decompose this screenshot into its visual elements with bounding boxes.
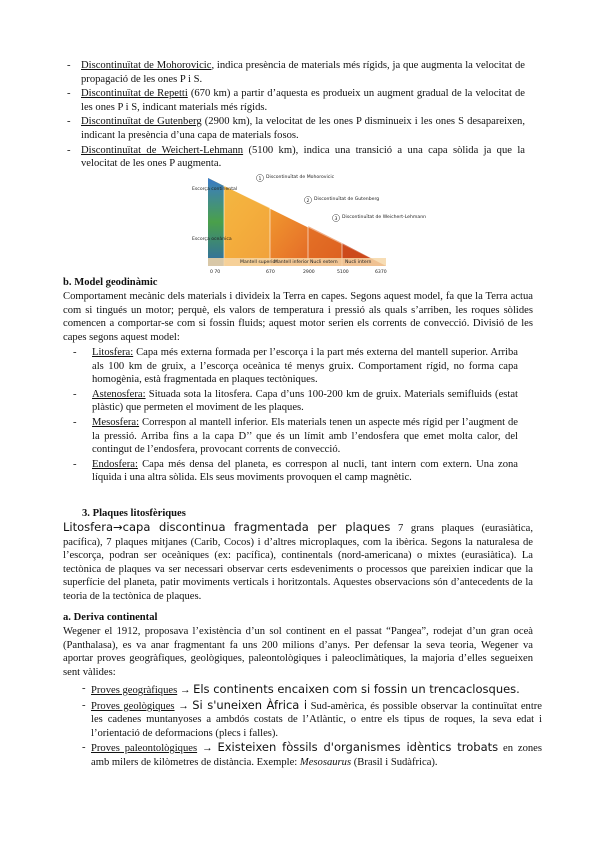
callout-1-label: Discontinuïtat de Mohorovicic <box>266 175 335 180</box>
label-continental-crust: Escorça continental <box>192 187 238 192</box>
depth-5100: 5100 <box>337 270 349 275</box>
list-item: - Mesosfera: Correspon al mantell inferior. Els materials tenen un aspecte més rígid per l’augment de la pressió. Arriba fins a la capa D’’ que és un límit amb l’endosfera que emet molta calor, del contingut de l’endosfera, provocant corrents de convecció. <box>73 416 518 456</box>
term-weichert-lehmann: Discontinuïtat de Weichert-Lehmann <box>81 144 244 156</box>
term-proves-paleontologiques: Proves paleontològiques <box>91 743 198 755</box>
term-endosfera: Endosfera: <box>92 458 138 470</box>
earth-layers-figure <box>190 172 427 276</box>
section-3-heading: 3. Plaques litosfèriques <box>82 508 186 519</box>
term-proves-geografiques: Proves geogràfiques <box>91 685 178 696</box>
label-upper-mantle: Mantell superior <box>240 260 278 265</box>
callout-2-label: Discontinuïtat de Gutenberg <box>314 197 380 202</box>
term-astenosfera: Astenosfera: <box>92 388 146 400</box>
section-b-heading: b. Model geodinàmic <box>63 277 158 288</box>
callout-3-label: Discontinuïtat de Weichert-Lehmann <box>342 215 427 220</box>
label-inner-core: Nucli intern <box>345 260 372 265</box>
svg-text:3: 3 <box>334 216 338 222</box>
term-mesosfera: Mesosfera: <box>92 416 140 428</box>
list-item: - Discontinuïtat de Repetti (670 km) a partir d’aquesta es produeix un augment gradual de la velocitat de les ones P i S, indicant materials més rígids. <box>67 88 526 113</box>
section-a-heading: a. Deriva continental <box>63 612 158 623</box>
section-a-intro: Wegener el 1912, proposava l’existència d’un sol continent en el passat “Pangea”, rodejat d’un gran oceà (Panthalasa), es va anar fragmentant fa uns 200 milions d’anys. Per defensar la seva teoria, Wegener va aportar proves geogràfiques, geològiques, paleontològiques i paleoclimàtiques, la majoria d’elles segueixen sent vàlides: <box>63 626 533 678</box>
term-litosfera: Litosfera: <box>92 347 134 358</box>
list-item: - Proves paleontològiques → Existeixen fòssils d'organismes idèntics trobats en zones amb milers de kilòmetres de distància. Exemple: Mesosaurus (Brasil i Sudàfrica). <box>82 740 542 768</box>
list-item: - Proves geogràfiques → Els continents encaixen com si fossin un trencaclosques. <box>82 682 520 696</box>
list-item: - Discontinuïtat de Gutenberg (2900 km), la velocitat de les ones P disminueix i les ones S desapareixen, indicant la presència d’una capa de materials fosos. <box>67 116 526 141</box>
layer-list <box>73 346 518 485</box>
depth-2900: 2900 <box>303 270 315 275</box>
label-oceanic-crust: Escorça oceànica <box>192 237 232 242</box>
list-item: - Proves geològiques → Si s'uneixen Àfrica i Sud-amèrica, és possible observar la continuïtat entre les cadenes muntanyoses a ambdós costats de l’Atlàntic, o entre els tipus de roques, la seva edat i l’orientació de deformacions (plecs i falles). <box>82 697 542 739</box>
svg-text:1: 1 <box>258 176 262 182</box>
mesosaurus-term: Mesosaurus <box>299 756 352 768</box>
list-item: - Astenosfera: Situada sota la litosfera. Capa d’uns 100-200 km de gruix. Materials semifluids (estat plàstic) que permeten el moviment de les plaques. <box>73 388 518 414</box>
depth-6370: 6370 <box>375 270 387 275</box>
section-b-intro: Comportament mecànic dels materials i divideix la Terra en capes. Segons aquest model, fa que la Terra actua com si tingués un motor; perquè, els valors de temperatura i pressió als quals s’arriben, les roques sòlides comencen a comportar-se com si fossin fluids; aquest motor serien els corrents de convecció. Divisió de les capes segons aquest model: <box>63 291 533 343</box>
depth-0-70: 0 70 <box>210 270 221 275</box>
term-repetti: Discontinuïtat de Repetti <box>81 88 188 100</box>
proofs-list <box>82 682 542 770</box>
list-item: - Endosfera: Capa més densa del planeta, es correspon al nucli, tant intern com extern. Una zona líquida i una altra sòlida. Els seus moviments provoquen el camp magnètic. <box>73 458 518 484</box>
list-item: - Litosfera: Capa més externa formada per l’escorça i la part més externa del mantell superior. Arriba als 100 km de gruix, a l’escorça oceànica té menys gruix. Comportament rígid, no forma capa homogènia, està fragmentada en plaques tectòniques. <box>73 347 518 386</box>
label-lower-mantle: Mantell inferior <box>274 260 309 265</box>
label-outer-core: Nucli extern <box>310 260 338 265</box>
depth-670: 670 <box>266 270 275 275</box>
term-gutenberg: Discontinuïtat de Gutenberg <box>81 116 202 128</box>
list-item: - Discontinuïtat de Weichert-Lehmann (5100 km), indica una transició a una capa sòlida ja que la velocitat de les ones P augmenta. <box>67 144 525 170</box>
svg-text:2: 2 <box>306 198 310 204</box>
section-3-lead: Litosfera→capa discontinua fragmentada per plaques <box>63 520 391 534</box>
list-item: - Discontinuïtat de Mohorovicic, indica presència de materials més rígids, ja que augmenta la velocitat de propagació de les ones P i S. <box>67 60 525 85</box>
term-proves-geologiques: Proves geològiques <box>91 700 175 712</box>
section-3-body: Litosfera→capa discontinua fragmentada per plaques 7 grans plaques (eurasiàtica, pacífica), 7 plaques mitjanes (Carib, Cocos) i d’altres microplaques, com la ibèrica. Segons la naturalesa de l’escorça, podran ser oceàniques (ex: pacífica), continentals (nord-americana) o mixtes (eurasiàtica). La tectònica de plaques va ser necessari observar certs esdeveniments o processos que pareixien indicar que la superfície del planeta, patir moviments verticals i horitzontals. Aquestes observacions són d’antecedents de la teoria de la tectònica de plaques. <box>63 520 533 602</box>
term-mohorovicic: Discontinuïtat de Mohorovicic <box>81 60 212 71</box>
discontinuity-list <box>67 59 525 171</box>
